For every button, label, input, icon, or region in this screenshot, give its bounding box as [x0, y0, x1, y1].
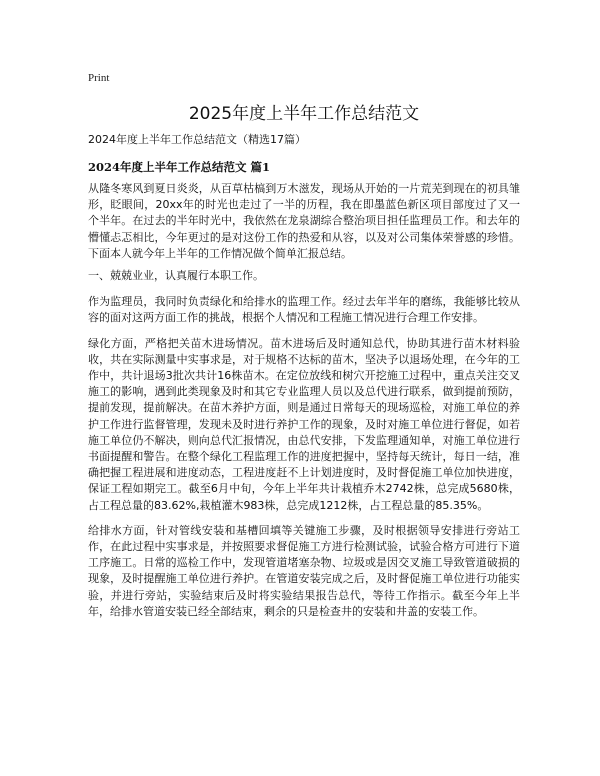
body-paragraph-intro: 从隆冬寒风到夏日炎炎，从百草枯槁到万木滋发，现场从开始的一片荒芜到现在的初具雏形，眨眼间，20xx年的时光也走过了一半的历程，我在即墨蓝色新区项目部度过了又一个半年。在过去的半年时光中，我依然在龙泉湖综合整治项目担任监理员工作。和去年的懵懂忐忑相比，今年更过的是对这份工作的热爱和从容，以及对公司集体荣誉感的珍惜。下面本人就今年上半年的工作情况做个简单汇报总结。 [88, 182, 520, 260]
document-body [88, 181, 520, 629]
body-paragraph-greening: 绿化方面，严格把关苗木进场情况。苗木进场后及时通知总代，协助其进行苗木材料验收，共在实际测量中实事求是，对于规格不达标的苗木，坚决予以退场处理，在今年的工作中，共计退场3批次共计16株苗木。在定位放线和树穴开挖施工过程中，重点关注交叉施工的影响，遇到此类现象及时和其它专业监理人员以及总代进行联系，做到提前预防，提前发现，提前解决。在苗木养护方面，则是通过日常每天的现场巡检，对施工单位的养护工作进行监督管理，发现未及时进行养护工作的现象，及时对施工单位进行督促，如若施工单位仍不解决，则向总代汇报情况，由总代安排，下发监理通知单，对施工单位进行书面提醒和警告。在整个绿化工程监理工作的进度把握中，坚持每天统计，每日一结，准确把握工程进展和进度动态，工程进度赶不上计划进度时，及时督促施工单位加快进度，保证工程如期完工。截至6月中旬，今年上半年共计栽植乔木2742株，总完成5680株，占工程总量的83.62%,栽植灌木983株，总完成1212株，占工程总量的85.35%。 [88, 336, 520, 512]
body-paragraph-role: 作为监理员，我同时负责绿化和给排水的监理工作。经过去年半年的磨练，我能够比较从容的面对这两方面工作的挑战，根据个人情况和工程施工情况进行合理工作安排。 [88, 295, 520, 325]
body-paragraph-heading: 一、兢兢业业，认真履行本职工作。 [88, 269, 264, 283]
page-title: 2025年度上半年工作总结范文 [188, 104, 420, 124]
document-subtitle: 2024年度上半年工作总结范文（精选17篇） [88, 133, 306, 146]
body-paragraph-drainage: 给排水方面，针对管线安装和基槽回填等关键施工步骤，及时根据领导安排进行旁站工作，在此过程中实事求是，并按照要求督促施工方进行检测试验，试验合格方可进行下道工序施工。日常的巡检工作中，发现管道堵塞杂物、垃圾或是因交叉施工导致管道破损的现象，及时提醒施工单位进行养护。在管道安装完成之后，及时督促施工单位进行功能实验，并进行旁站，实验结束后及时将实验结果报告总代，等待工作指示。截至今年上半年，给排水管道安装已经全部结束，剩余的只是检查井的安装和井盖的安装工作。 [88, 523, 520, 618]
print-link[interactable]: Print [88, 72, 110, 84]
section-heading: 2024年度上半年工作总结范文 篇1 [88, 160, 271, 174]
